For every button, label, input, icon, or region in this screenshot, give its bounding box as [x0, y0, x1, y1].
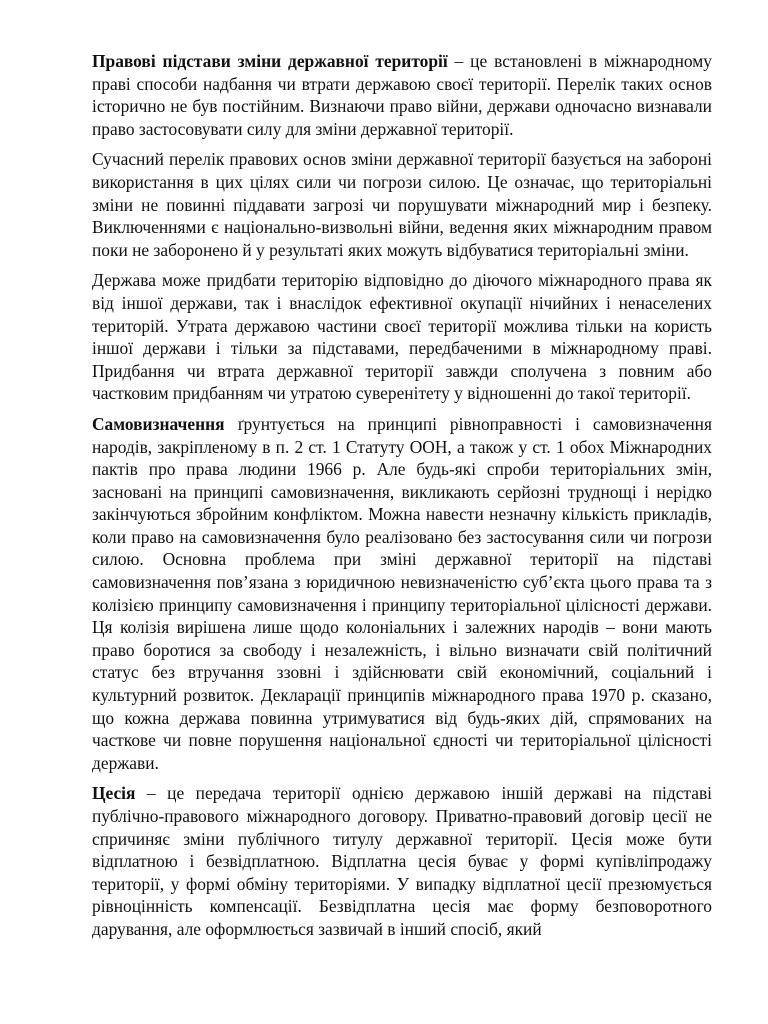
paragraph-self-determination: [92, 413, 712, 775]
paragraph-cession: [92, 782, 712, 940]
paragraph-acquisition: [92, 269, 712, 405]
document-page: [92, 50, 712, 949]
paragraph-text: – це встановлені в міжнародному праві способи надбання чи втрати державою своєї території. Перелік таких основ історично не був постійним. Визнаючи право війни, держави одночасно визнавали право застосовувати силу для зміни державної території.: [92, 51, 712, 139]
paragraph-modern-list: [92, 148, 712, 261]
paragraph-text: – це передача території однією державою іншій державі на підставі публічно-правового міжнародного договору. Приватно-правовий договір цесії не спричиняє зміни публічного титулу державної території. Цесія може бути відплатною і безвідплатною. Відплатна цесія буває у формі купівліпродажу території, у формі обміну територіями. У випадку відплатної цесії презюмується рівноцінність компенсації. Безвідплатна цесія має форму безповоротного дарування, але оформлюється зазвичай в інший спосіб, який: [92, 783, 712, 939]
term-self-determination: Самовизначення: [92, 413, 225, 434]
paragraph-text: ґрунтується на принципі рівноправності і самовизначення народів, закріпленому в п. 2 ст. 1 Статуту ООН, а також у ст. 1 обох Міжнародних пактів про права людини 1966 р. Але будь-які спроби територіальних змін, засновані на принципі самовизначення, викликають серйозні труднощі і нерідко закінчуються збройним конфліктом. Можна навести незначну кількість прикладів, коли право на самовизначення було реалізовано без застосування сили чи погрози силою. Основна проблема при зміні державної території на підставі самовизначення пов’язана з юридичною невизначеністю суб’єкта цього права та з колізією принципу самовизначення і принципу територіальної цілісності держави. Ця колізія вирішена лише щодо колоніальних і залежних народів – вони мають право боротися за свободу і незалежність, і вільно визначати свій політичний статус без втручання ззовні і здійснювати свій економічний, соціальний і культурний розвиток. Декларації принципів міжнародного права 1970 р. сказано, що кожна держава повинна утримуватися від будь-яких дій, спрямованих на часткове чи повне порушення національної єдності чи територіальної цілісності держави.: [92, 413, 712, 773]
paragraph-legal-grounds: [92, 50, 712, 140]
term-cession: Цесія: [92, 783, 136, 804]
paragraph-text: Держава може придбати територію відповідно до діючого міжнародного права як від іншої держави, так і внаслідок ефективної окупації нічийних і ненаселених територій. Утрата державою частини своєї території можлива тільки на користь іншої держави і тільки за підставами, передбаченими в міжнародному праві. Придбання чи втрата державної території завжди сполучена з повним або частковим придбанням чи утратою суверенітету у відношенні до такої території.: [92, 270, 712, 404]
paragraph-text: Сучасний перелік правових основ зміни державної території базується на забороні використання в цих цілях сили чи погрози силою. Це означає, що територіальні зміни не повинні піддавати загрозі чи порушувати міжнародний мир і безпеку. Виключеннями є національно-визвольні війни, ведення яких міжнародним правом поки не заборонено й у результаті яких можуть відбуватися територіальні зміни.: [92, 149, 712, 260]
term-legal-grounds: Правові підстави зміни державної території: [92, 51, 448, 71]
